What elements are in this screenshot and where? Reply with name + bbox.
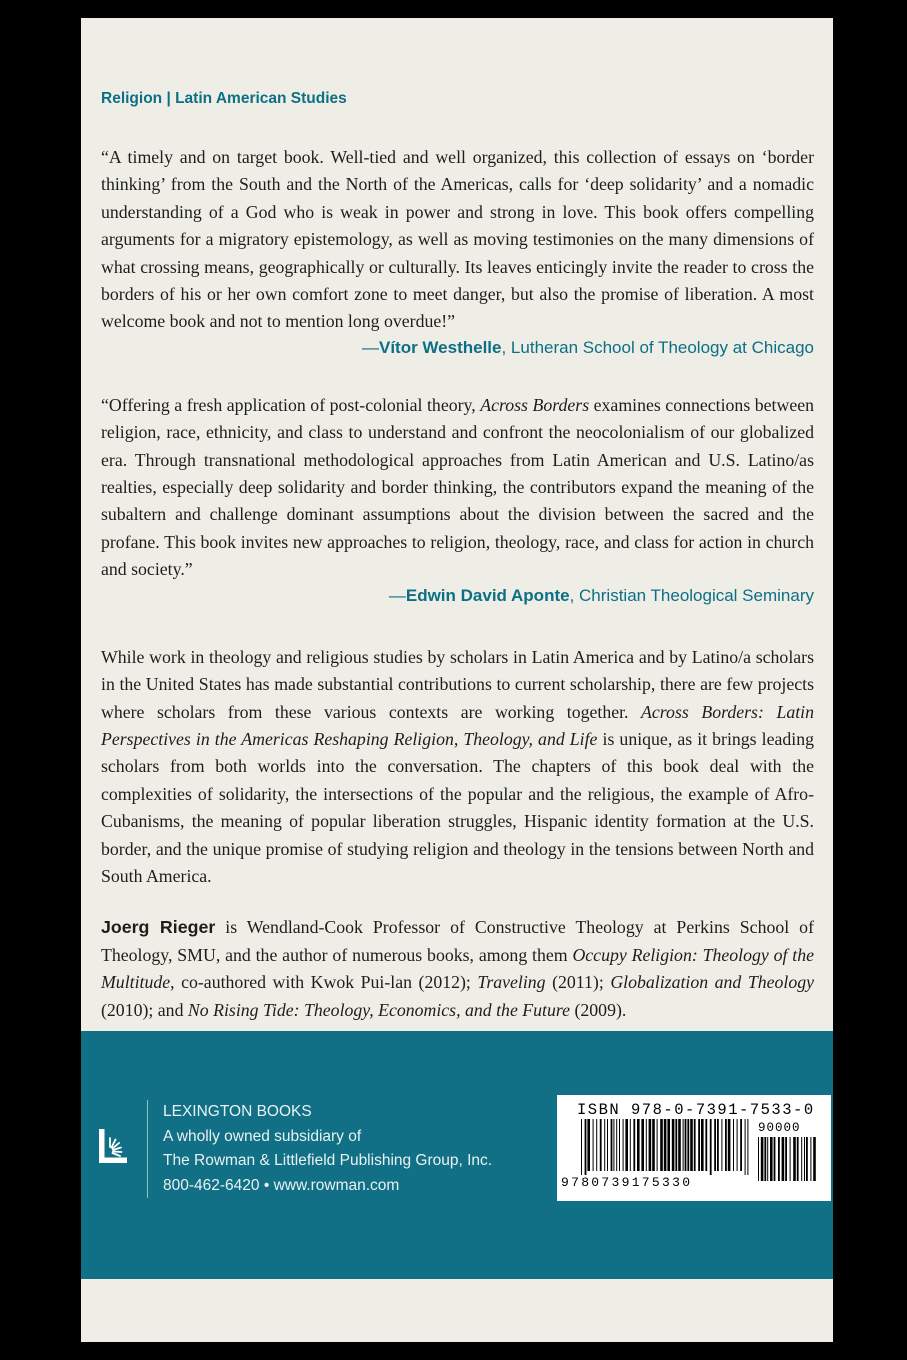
blurb-1-affiliation: , Lutheran School of Theology at Chicago [501, 337, 814, 357]
publisher-info [147, 1100, 492, 1198]
blurb-2-attribution [101, 584, 814, 608]
publisher-parent: The Rowman & Littlefield Publishing Group, Inc. [163, 1152, 493, 1169]
blurb-2-dash: — [388, 585, 406, 605]
barcode-bars [581, 1119, 751, 1175]
price-code: 90000 [758, 1121, 801, 1135]
blurb-2-affiliation: , Christian Theological Seminary [569, 585, 814, 605]
back-cover [81, 18, 833, 1342]
blurb-2-book-title: Across Borders [480, 394, 590, 415]
publisher-name: LEXINGTON BOOKS [163, 1103, 312, 1120]
blurb-1-attribution [101, 336, 814, 360]
publisher-band [81, 1031, 833, 1279]
description-book-title: Across Borders: Latin Perspectives in the Americas Reshaping Religion, Theology, and Life [101, 701, 814, 749]
author-name: Joerg Rieger [101, 917, 216, 938]
lexington-logo-icon [99, 1129, 129, 1165]
description-text: While work in theology and religious studies by scholars in Latin America and by Latino/a scholars in the United States has made substantial contributions to current scholarship, there are few projects where scholars from these various contexts are working together. Across Borders: Latin Perspectives in the Americas Reshaping Religion, Theology, and Life is unique, as it brings leading scholars from both worlds into the conversation. The chapters of this book deal with the complexities of solidarity, the intersections of the popular and the religious, the example of Afro-Cubanisms, the meaning of popular liberation struggles, Hispanic identity formation at the U.S. border, and the unique promise of studying religion and theology in the tensions between North and South America. [101, 646, 814, 886]
blurb-1-text: “A timely and on target book. Well-tied and well organized, this collection of essays on ‘border thinking’ from the South and the North of the Americas, calls for ‘deep solidarity’ and a nomadic understanding of a God who is weak in power and strong in love. This book offers compelling arguments for a migratory epistemology, as well as moving testimonies on the many dimensions of what crossing means, geographically or culturally. Its leaves enticingly invite the reader to cross the borders of his or her own comfort zone to meet danger, but also the promise of liberation. A most welcome book and not to mention long overdue!” [101, 147, 814, 332]
blurb-2-name: Edwin David Aponte [405, 585, 570, 605]
blurb-1-dash: — [361, 337, 379, 357]
price-barcode-bars [758, 1137, 820, 1181]
barcode-digits: 9780739175330 [561, 1175, 693, 1190]
category-label: Religion | Latin American Studies [101, 90, 347, 107]
publisher-contact: 800-462-6420 • www.rowman.com [163, 1176, 400, 1194]
blurb-1-name: Vítor Westhelle [378, 337, 502, 357]
author-bio: Joerg Rieger is Wendland-Cook Professor of Constructive Theology at Perkins School of Theology, SMU, and the author of numerous books, among them Occupy Religion: Theology of the Multitude, co-authored with Kwok Pui-lan (2012); Traveling (2011); Globalization and Theology (2010); and No Rising Tide: Theology, Economics, and the Future (2009). [101, 917, 815, 1020]
text-content [101, 90, 814, 1024]
blurb-2-text: “Offering a fresh application of post-colonial theory, Across Borders examines connections between religion, race, ethnicity, and class to understand and confront the neocolonialism of our globalized era. Through transnational methodological approaches from Latin American and U.S. Latino/as realties, especially deep solidarity and border thinking, the contributors expand the meaning of the subaltern and challenge dominant assumptions about the division between the sacred and the profane. This book invites new approaches to religion, theology, race, and class for action in church and society.” [101, 394, 814, 580]
publisher-subsidiary: A wholly owned subsidiary of [163, 1127, 362, 1145]
isbn-label: ISBN 978-0-7391-7533-0 [577, 1101, 815, 1119]
isbn-barcode [557, 1095, 831, 1201]
